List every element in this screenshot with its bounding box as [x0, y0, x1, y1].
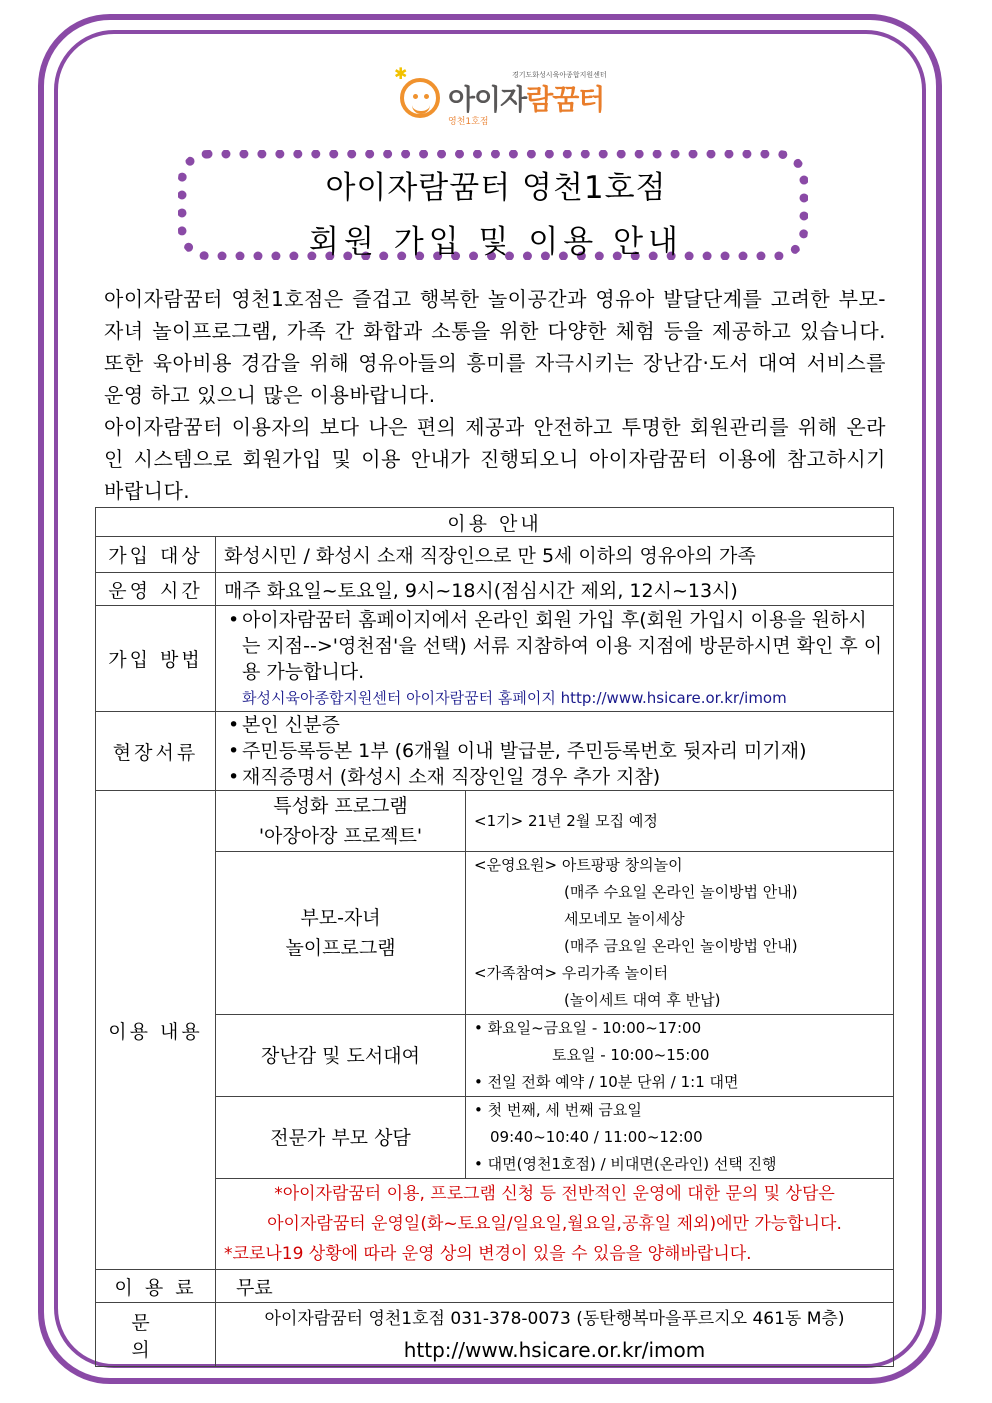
target-label: 가입 대상 — [96, 537, 216, 573]
docs-cell — [216, 712, 894, 791]
toy-title: 장난감 및 도서대여 — [216, 1015, 466, 1097]
fee-label: 이 용 료 — [96, 1270, 216, 1303]
notice-line-2: 아이자람꿈터 운영일(화~토요일/일요일,월요일,공휴일 제외)에만 가능합니다. — [267, 1214, 842, 1234]
logo-branch: 영천1호점 — [448, 117, 489, 127]
doc-item: • 재직증명서 (화성시 소재 직장인일 경우 추가 지참) — [242, 764, 885, 790]
consult-title: 전문가 부모 상담 — [216, 1097, 466, 1179]
logo-text: 아이자람꿈터 — [448, 83, 605, 116]
fee-value: 무료 — [216, 1270, 894, 1303]
hours-label: 운영 시간 — [96, 573, 216, 606]
contact-value: 아이자람꿈터 영천1호점 031-378-0073 (동탄행복마을푸르지오 461동 M층) — [264, 1308, 845, 1329]
join-label: 가입 방법 — [96, 606, 216, 712]
doc-item: • 주민등록등본 1부 (6개월 이내 발급분, 주민등록번호 뒷자리 미기재) — [242, 738, 885, 764]
table-header: 이용 안내 — [96, 508, 894, 537]
special-value: <1기> 21년 2월 모집 예정 — [466, 791, 894, 852]
parent-title: 부모-자녀 놀이프로그램 — [216, 852, 466, 1015]
intro-paragraph-2: 아이자람꿈터 이용자의 보다 나은 편의 제공과 안전하고 투명한 회원관리를 위해 온라인 시스템으로 회원가입 및 이용 안내가 진행되오니 아이자람꿈터 이용에 참고하시기 바랍니다. — [104, 415, 886, 503]
consult-list: • 첫 번째, 세 번째 금요일 09:40~10:40 / 11:00~12:00 • 대면(영천1호점) / 비대면(온라인) 선택 진행 — [466, 1097, 894, 1179]
logo-org: 경기도화성시육아종합지원센터 — [512, 71, 607, 79]
contact-cell — [216, 1303, 894, 1367]
target-value: 화성시민 / 화성시 소재 직장인으로 만 5세 이하의 영유아의 가족 — [216, 537, 894, 573]
notice-line-1: *아이자람꿈터 이용, 프로그램 신청 등 전반적인 운영에 대한 문의 및 상담은 — [274, 1184, 835, 1204]
notice-line-3: *코로나19 상황에 따라 운영 상의 변경이 있을 수 있음을 양해바랍니다. — [224, 1244, 752, 1264]
docs-label: 현장서류 — [96, 712, 216, 791]
toy-list: • 화요일~금요일 - 10:00~17:00 토요일 - 10:00~15:00 • 전일 전화 예약 / 10분 단위 / 1:1 대면 — [466, 1015, 894, 1097]
info-table — [95, 507, 894, 1367]
homepage-link[interactable]: 화성시육아종합지원센터 아이자람꿈터 홈페이지 http://www.hsicare.or.kr/imom — [242, 688, 787, 707]
hours-value: 매주 화요일~토요일, 9시~18시(점심시간 제외, 12시~13시) — [216, 573, 894, 606]
join-cell — [216, 606, 894, 712]
intro-paragraph-1: 아이자람꿈터 영천1호점은 즐겁고 행복한 놀이공간과 영유아 발달단계를 고려한 부모-자녀 놀이프로그램, 가족 간 화합과 소통을 위한 다양한 체험 등을 제공하고 있습니다. 또한 육아비용 경감을 위해 영유아들의 흥미를 자극시키는 장난감·도서 대여 서비스를 운영 하고 있으니 많은 이용바랍니다. — [104, 287, 886, 407]
special-title: 특성화 프로그램 '아장아장 프로젝트' — [216, 791, 466, 852]
page-subtitle: 회원 가입 및 이용 안내 — [309, 224, 683, 260]
logo — [390, 66, 630, 132]
use-label: 이용 내용 — [96, 791, 216, 1270]
contact-label: 문 의 — [96, 1303, 216, 1367]
parent-program-list: <운영요원> 아트팡팡 창의놀이 (매주 수요일 온라인 놀이방법 안내) 세모네모 놀이세상 (매주 금요일 온라인 놀이방법 안내) <가족참여> 우리가족 놀이터 (놀이세트 대여 후 반납) — [466, 852, 894, 1015]
face-icon — [400, 78, 440, 118]
contact-url[interactable]: http://www.hsicare.or.kr/imom — [403, 1337, 706, 1362]
page-title: 아이자람꿈터 영천1호점 — [325, 170, 667, 206]
join-value: • 아이자람꿈터 홈페이지에서 온라인 회원 가입 후(회원 가입시 이용을 원하시는 지점-->'영천점'을 선택) 서류 지참하여 이용 지점에 방문하시면 확인 후 이용 가능합니다. — [242, 607, 885, 685]
notice-cell — [216, 1179, 894, 1270]
intro-text — [104, 283, 886, 507]
doc-item: • 본인 신분증 — [242, 712, 885, 738]
star-icon: ✱ — [394, 64, 408, 83]
